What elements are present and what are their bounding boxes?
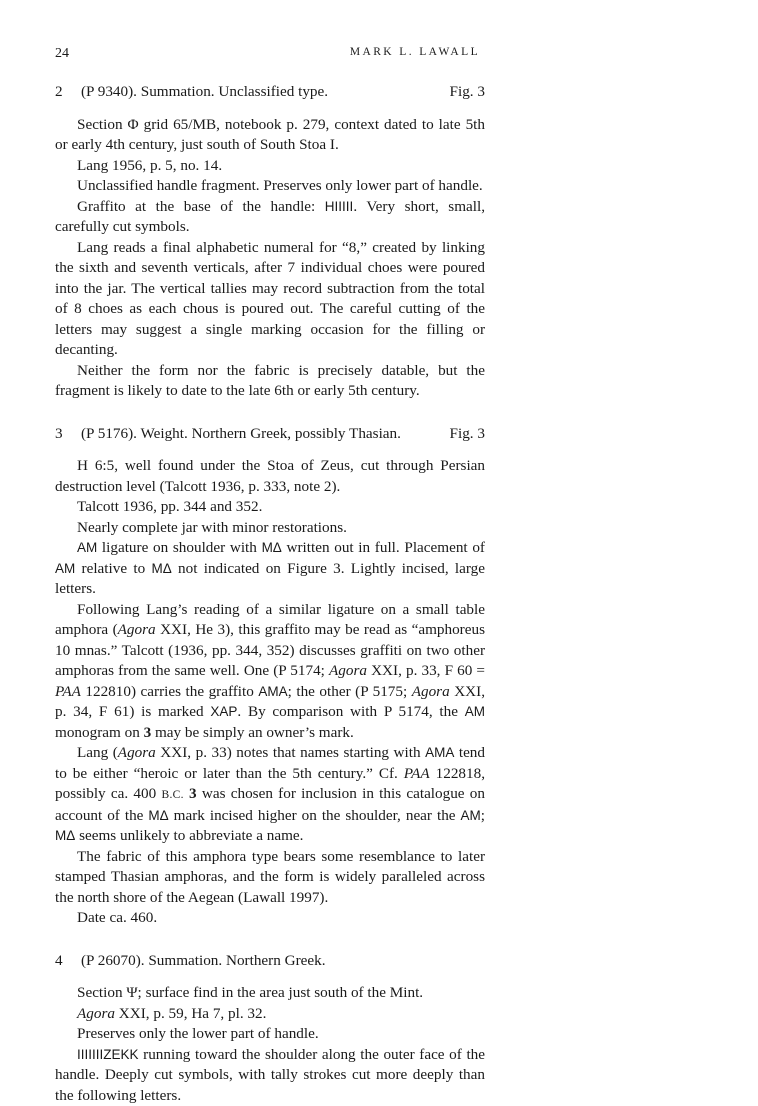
- paragraph: Section Ψ; surface find in the area just south of the Mint.: [55, 983, 485, 1004]
- graffito-mark: MΔ: [151, 561, 171, 576]
- graffito-mark: AM: [55, 561, 75, 576]
- graffito-mark: IIIIIIIZEKK: [77, 1047, 139, 1062]
- graffito-mark: AMA: [425, 745, 454, 760]
- figure-reference: Fig. 3: [450, 82, 485, 103]
- italic-run: PAA: [55, 683, 81, 700]
- graffito-mark: MΔ: [148, 808, 168, 823]
- text-run: written out in full. Placement of: [282, 539, 485, 556]
- bold-run: 3: [189, 785, 197, 802]
- entry-title: (P 26070). Summation. Northern Greek.: [81, 951, 326, 972]
- paragraph: Neither the form nor the fabric is precisely datable, but the fragment is likely to date to the late 6th or early 5th century.: [55, 361, 485, 402]
- paragraph: Talcott 1936, pp. 344 and 352.: [55, 497, 485, 518]
- paragraph: Lang 1956, p. 5, no. 14.: [55, 156, 485, 177]
- italic-run: PAA: [404, 765, 430, 782]
- italic-run: Agora: [329, 662, 367, 679]
- italic-run: Agora: [118, 744, 156, 761]
- text-run: relative to: [75, 560, 151, 577]
- text-run: ligature on shoulder with: [97, 539, 261, 556]
- text-run: XXI, He 3), this graffito may be read as “amphoreus 10 mnas.” Talcott (1936, pp. 344, 352) discusses graffiti on two other amphoras from the same well. One (P 5174;: [55, 621, 485, 679]
- text-run: XXI, p. 59, Ha 7, pl. 32.: [115, 1005, 266, 1022]
- paragraph: [55, 743, 485, 847]
- bold-run: 3: [144, 724, 152, 741]
- text-run: Following Lang’s reading of a similar ligature on a small table amphora (: [55, 601, 485, 639]
- smallcaps-run: B.C.: [161, 789, 183, 801]
- entry-title: (P 9340). Summation. Unclassified type.: [81, 82, 328, 103]
- paragraph: The fabric of this amphora type bears some resemblance to later stamped Thasian amphoras, and the form is widely paralleled across the north shore of the Aegean (Lawall 1997).: [55, 847, 485, 909]
- text-run: Graffito at the base of the handle:: [77, 198, 325, 215]
- entry-3-heading: [55, 424, 485, 445]
- graffito-mark: MΔ: [55, 828, 75, 843]
- paragraph: Lang reads a final alphabetic numeral for “8,” created by linking the sixth and seventh verticals, after 7 individual choes were poured into the jar. The vertical tallies may record subtraction from the total of 8 choes as each chous is poured out. The careful cutting of the letters may suggest a single marking occasion for the filling or decanting.: [55, 238, 485, 361]
- main-text: [55, 82, 485, 1106]
- entry-number: 4: [55, 951, 63, 972]
- entry-title: (P 5176). Weight. Northern Greek, possibly Thasian.: [81, 424, 401, 445]
- paragraph: Section Φ grid 65/MB, notebook p. 279, context dated to late 5th or early 4th century, just south of South Stoa I.: [55, 115, 485, 156]
- paragraph: Nearly complete jar with minor restorations.: [55, 518, 485, 539]
- paragraph: Preserves only the lower part of handle.: [55, 1024, 485, 1045]
- text-run: XXI, p. 34, F 61) is marked: [55, 683, 485, 721]
- text-run: ; the other (P 5175;: [288, 683, 412, 700]
- paragraph: [55, 600, 485, 744]
- figure-reference: Fig. 3: [450, 424, 485, 445]
- graffito-mark: AM: [461, 808, 481, 823]
- text-run: tend to be either “heroic or later than the 5th century.” Cf.: [55, 744, 485, 782]
- italic-run: Agora: [118, 621, 156, 638]
- text-run: not indicated on Figure 3. Lightly incised, large letters.: [55, 560, 485, 598]
- text-run: XXI, p. 33, F 60 =: [367, 662, 485, 679]
- paragraph: [55, 197, 485, 238]
- text-run: XXI, p. 33) notes that names starting with: [156, 744, 425, 761]
- paragraph: [55, 1045, 485, 1106]
- graffito-mark: AM: [77, 540, 97, 555]
- graffito-mark: XAP: [210, 704, 237, 719]
- text-run: may be simply an owner’s mark.: [151, 724, 354, 741]
- graffito-mark: HIIIII: [325, 199, 354, 214]
- text-run: 122818, possibly ca. 400: [55, 765, 485, 803]
- text-run: . Very short, small, carefully cut symbols.: [55, 198, 485, 236]
- text-run: Lang (: [77, 744, 118, 761]
- entry-number: 2: [55, 82, 63, 103]
- text-run: ;: [481, 807, 485, 824]
- text-run: seems unlikely to abbreviate a name.: [75, 827, 303, 844]
- italic-run: Agora: [412, 683, 450, 700]
- text-run: monogram on: [55, 724, 144, 741]
- graffito-mark: AMA: [258, 684, 287, 699]
- italic-run: Agora: [77, 1005, 115, 1022]
- text-run: running toward the shoulder along the outer face of the handle. Deeply cut symbols, with tally strokes cut more deeply than the following letters.: [55, 1046, 485, 1104]
- text-run: . By comparison with P 5174, the: [237, 703, 464, 720]
- entry-2-heading: [55, 82, 485, 103]
- paragraph: H 6:5, well found under the Stoa of Zeus, cut through Persian destruction level (Talcott 1936, p. 333, note 2).: [55, 456, 485, 497]
- page-number: 24: [55, 46, 69, 62]
- paragraph: [55, 1004, 485, 1025]
- text-run: mark incised higher on the shoulder, near the: [169, 807, 461, 824]
- paragraph: Date ca. 460.: [55, 908, 485, 929]
- entry-4-heading: [55, 951, 485, 972]
- running-author: MARK L. LAWALL: [350, 46, 480, 58]
- graffito-mark: AM: [465, 704, 485, 719]
- text-run: was chosen for inclusion in this catalogue on account of the: [55, 785, 485, 824]
- graffito-mark: MΔ: [262, 540, 282, 555]
- paragraph: Unclassified handle fragment. Preserves only lower part of handle.: [55, 176, 485, 197]
- entry-number: 3: [55, 424, 63, 445]
- paragraph: [55, 538, 485, 600]
- running-head: [55, 46, 480, 66]
- text-run: 122810) carries the graffito: [81, 683, 258, 700]
